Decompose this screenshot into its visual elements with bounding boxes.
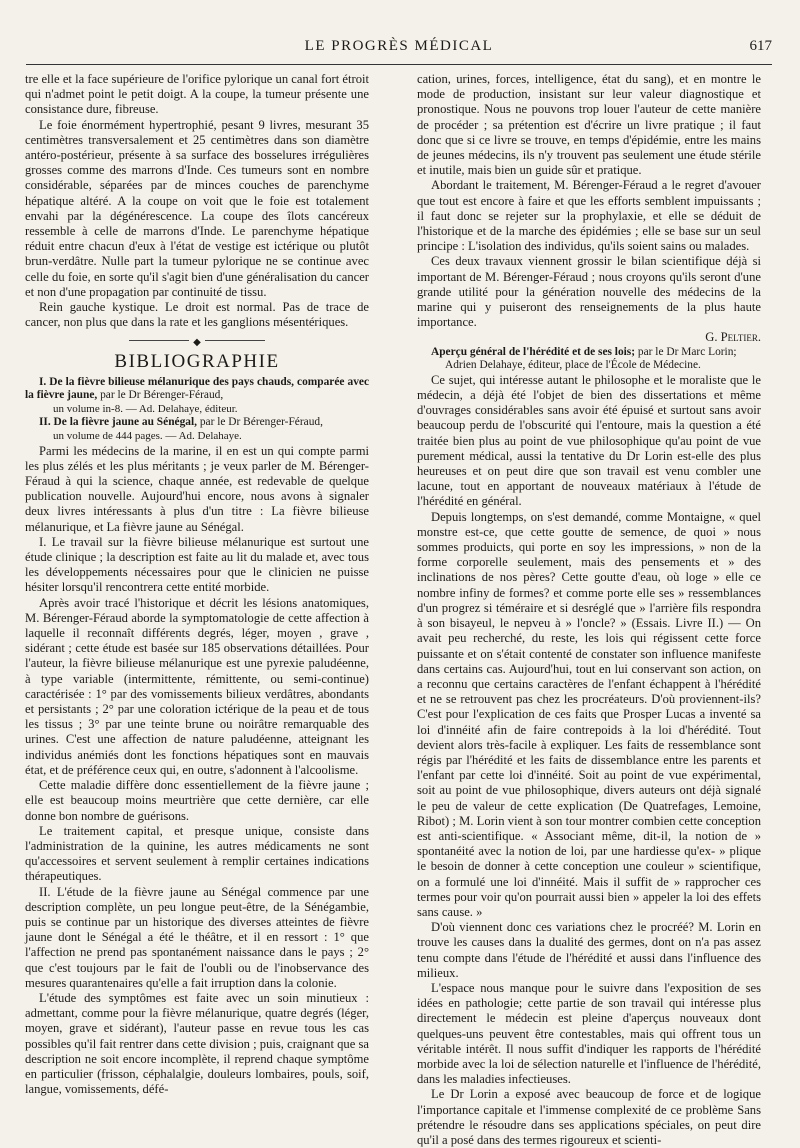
paragraph: Le Dr Lorin a exposé avec beaucoup de force et de logique l'importance capitale et l'immense complexité de ce problème Sans prétendre le résoudre dans ses applications spéciales, on peut dire qu'il a posé dans des termes rigoureux et scienti- bbox=[417, 1087, 761, 1147]
paragraph: Le traitement capital, et presque unique, consiste dans l'administration de la quinine, les autres médicaments ne sont qu'accessoires et servent seulement à remplir certaines indications thérapeutiques. bbox=[25, 823, 369, 884]
right-column bbox=[417, 72, 761, 1147]
header-rule bbox=[26, 64, 772, 65]
paragraph: L'étude des symptômes est faite avec un soin minutieux : admettant, comme pour la fièvre mélanurique, quatre degrés (léger, moyen, grave et sidérant), l'auteur passe en revue tous les cas possibles qu'il fait rentrer dans cette division ; puis, craignant que sa description ne soit encore incomplète, il reprend chaque symptôme en particulier (frisson, céphalalgie, douleurs lombaires, pouls, soif, langue, vomissements, défé- bbox=[25, 990, 369, 1097]
bibliography-title: I. De la fièvre bilieuse mélanurique des pays chauds, comparée avec la fièvre jaune, bbox=[25, 375, 369, 402]
ornament-icon: ◆ bbox=[189, 337, 205, 348]
paragraph: tre elle et la face supérieure de l'orifice pylorique un canal fort étroit qui n'admet point le petit doigt. A la coupe, la tumeur présente une consistance dure, fibreuse. bbox=[25, 72, 369, 117]
page-number: 617 bbox=[749, 38, 772, 54]
paragraph: cation, urines, forces, intelligence, état du sang), et en montre le mode de production, insistant sur leur valeur diagnostique et pronostique. Nous ne pouvons trop louer l'auteur de cette manière de procéder ; sa prétention est d'écrire un livre pratique ; il faut donc que si ce livre se trouve, en temps d'épidémie, entre les mains de jeunes médecins, ils n'y trouvent pas seulement une étude stérile et inutile, mais bien un guide sûr et pratique. bbox=[417, 72, 761, 178]
review-publisher: Adrien Delahaye, éditeur, place de l'École de Médecine. bbox=[445, 359, 701, 372]
paragraph: D'où viennent donc ces variations chez le procréé? M. Lorin en trouve les causes dans la dualité des germes, dont on n'a pas assez tenu compte dans l'étude de l'hérédité et aussi dans l'influence des milieux. bbox=[417, 920, 761, 980]
paragraph: Le foie énormément hypertrophié, pesant 9 livres, mesurant 35 centimètres transversalement et 25 centimètres dans son diamètre antéro-postérieur, présente à sa surface des bosselures irrégulières grosses comme des marrons d'Inde. Ces tumeurs sont en nombre considérable, séparées par de minces couches de parenchyme hépatique altéré. A la coupe on voit que le foie est totalement envahi par la dégénérescence. La coupe des îlots cancéreux ressemble à celle de marrons d'Inde. Le parenchyme hépatique réduit entre chacun d'eux à l'état de vestige est ictérique ou plutôt brun-verdâtre. Nulle part la tumeur pylorique ne se continue avec celle du foie, en sorte qu'il s'agit bien d'une généralisation du cancer et non d'une propagation par continuité de tissu. bbox=[25, 117, 369, 299]
review-title: Aperçu général de l'hérédité et de ses lois; bbox=[431, 345, 636, 358]
paragraph: Ce sujet, qui intéresse autant le philosophe et le moraliste que le médecin, a déjà été l'objet de bien des dissertations et même d'ouvrages considérables sans avoir été épuisé et surtout sans avoir beaucoup perdu de l'obscurité qui l'entoure, mais la question a été traitée bien plus au point de vue philosophique qu'au point de vue purement médical, aussi la tentative du Dr Lorin est-elle des plus heureuses et on peut dire que son travail est venu combler une lacune, tout en apportant de nouveaux matériaux à l'étude de l'hérédité en général. bbox=[417, 372, 761, 509]
paragraph: L'espace nous manque pour le suivre dans l'exposition de ses idées en pathologie; cette partie de son travail qui intéresse plus directement le médecin est pleine d'aperçus nouveaux dont quelques-uns peuvent être contestables, mais qui offrent tous un véritable intérêt. Il nous suffit d'indiquer les rapports de l'hérédité morbide avec la loi de sélection naturelle et l'influence de l'hérédité, dans les maladies infectieuses. bbox=[417, 980, 761, 1087]
paragraph: Abordant le traitement, M. Bérenger-Féraud a le regret d'avouer que tout est encore à faire et que les efforts semblent impuissants ; il faut donc se rejeter sur la prophylaxie, et elle se déduit de l'historique et de la marche des épidémies ; elle se base sur un seul principe : L'isolation des individus, qu'ils soient sains ou malades. bbox=[417, 178, 761, 254]
paragraph: Rein gauche kystique. Le droit est normal. Pas de trace de cancer, non plus que dans la rate et les ganglions mésentériques. bbox=[25, 300, 369, 330]
page-header bbox=[26, 36, 772, 62]
review-entry bbox=[417, 346, 761, 373]
bibliography-entry bbox=[25, 376, 369, 417]
section-divider bbox=[25, 334, 369, 349]
review-signature: G. Peltier. bbox=[705, 330, 761, 345]
bibliography-author: par le Dr Bérenger-Féraud, bbox=[100, 389, 224, 402]
bibliography-entry bbox=[25, 416, 369, 443]
paragraph: Depuis longtemps, on s'est demandé, comme Montaigne, « quel monstre est-ce, que cette goutte de semence, de quoi » nous sommes produicts, qui porte en soy les impressions, » non de la forme corporelle seulement, mais des pensements et » des inclinations de nos pères? Cette goutte d'eau, où loge » elle ce nombre infiny de formes? et comme porte elle ses » ressemblances d'un progrez si téméraire et si desréglé que » l'arrière fils respondra à son bisayeul, le nepveu à » l'oncle? » (Essais. Livre II.) — On avait peu recherché, du reste, les lois qui régissent cette force puissante et on s'était contenté de constater son influence manifeste dans certains cas. Aujourd'hui, tout en lui conservant son action, on a reconnu que certains caractères de l'enfant échappent à l'hérédité et ne se retrouvent pas chez les procréateurs. D'où proviennent-ils? C'est pour l'explication de ces faits que Prosper Lucas a inventé sa loi d'innéité afin de faire contrepoids à la loi d'hérédité. Tout devient alors très-facile à expliquer. Les faits de ressemblance sont régis par l'hérédité et les faits de dissemblance entre les parents et l'enfant par cette loi d'innéité. Soit au point de vue expérimental, soit au point de vue philosophique, divers auteurs ont déjà signalé le peu de valeur de cette explication (De Quatrefages, Lemoine, Ribot) ; M. Lorin vient à son tour montrer combien cette conception est anti-scientifique. « Associant même, dit-il, la notion de » spontanéité avec la notion de loi, par une hardiesse qu'ex- » plique le besoin de donner à cette conception une couleur » scientifique, on a formulé une loi d'innéité. Mais il suffit de » rapprocher ces termes pour voir qu'on pourrait aussi bien » appeler la loi des effets sans cause. » bbox=[417, 509, 761, 919]
bibliography-title: II. De la fièvre jaune au Sénégal, bbox=[39, 416, 197, 429]
paragraph: Cette maladie diffère donc essentiellement de la fièvre jaune ; elle est beaucoup moins meurtrière que cette dernière, car elle donne bon nombre de guérisons. bbox=[25, 778, 369, 823]
paragraph: I. Le travail sur la fièvre bilieuse mélanurique est surtout une étude clinique ; la description est faite au lit du malade et, avec tous les développements nécessaires pour que le clinicien ne puisse hésiter lorsqu'il rencontrera cette entité morbide. bbox=[25, 534, 369, 595]
running-title: LE PROGRÈS MÉDICAL bbox=[304, 38, 494, 54]
bibliography-publisher: un volume de 444 pages. — Ad. Delahaye. bbox=[53, 430, 242, 443]
review-author: par le Dr Marc Lorin; bbox=[637, 345, 737, 358]
paragraph: Parmi les médecins de la marine, il en est un qui compte parmi les plus zélés et les plus méritants ; je veux parler de M. Bérenger-Féraud à qui la science, chaque année, est redevable de quelque publication nouvelle. Aujourd'hui encore, nous avons à signaler deux livres intéressants à plus d'un titre : La fièvre bilieuse mélanurique, et La fièvre jaune au Sénégal. bbox=[25, 443, 369, 534]
section-heading: BIBLIOGRAPHIE bbox=[114, 351, 280, 373]
paragraph: II. L'étude de la fièvre jaune au Sénégal commence par une description complète, un peu longue peut-être, de la Sénégambie, puis se continue par un historique des diverses atteintes de fièvre jaune dont le Sénégal a été le théâtre, et il en ressort : 1° que l'affection ne prend pas spontanément naissance dans le pays ; 2° que c'est toujours par le fait de l'oubli ou de l'inobservance des mesures quarantenaires qu'elle a fait irruption dans la colonie. bbox=[25, 884, 369, 990]
bibliography-publisher: un volume in-8. — Ad. Delahaye, éditeur. bbox=[53, 402, 238, 415]
paragraph: Après avoir tracé l'historique et décrit les lésions anatomiques, M. Bérenger-Féraud aborde la symptomatologie de cette affection à laquelle il reconnaît différents degrés, léger, moyen , grave , sidérant ; cette étude est basée sur 185 observations détaillées. Pour l'auteur, la fièvre bilieuse mélanurique est une pyrexie paludéenne, à type variable (intermittente, rémittente, ou semi-continue) caractérisée : 1° par des vomissements bilieux verdâtres, abondants et persistants ; 2° par une coloration ictérique de la peau et de tous les tissus ; 3° par une teinte brune ou noirâtre remarquable des urines. C'est une affection de nature paludéenne, atteignant les individus anémiés dont les fonctions hépatiques sont en mauvais état, et de préférence ceux qui, en outre, s'adonnent à l'alcoolisme. bbox=[25, 595, 369, 777]
bibliography-author: par le Dr Bérenger-Féraud, bbox=[199, 416, 323, 429]
paragraph: Ces deux travaux viennent grossir le bilan scientifique déjà si important de M. Bérenger-Féraud ; nous croyons qu'ils seront d'une grande utilité pour la génération nouvelle des médecins de la marine qui y puiseront des renseignements de la plus haute importance. bbox=[417, 254, 761, 330]
left-column bbox=[25, 72, 369, 1112]
